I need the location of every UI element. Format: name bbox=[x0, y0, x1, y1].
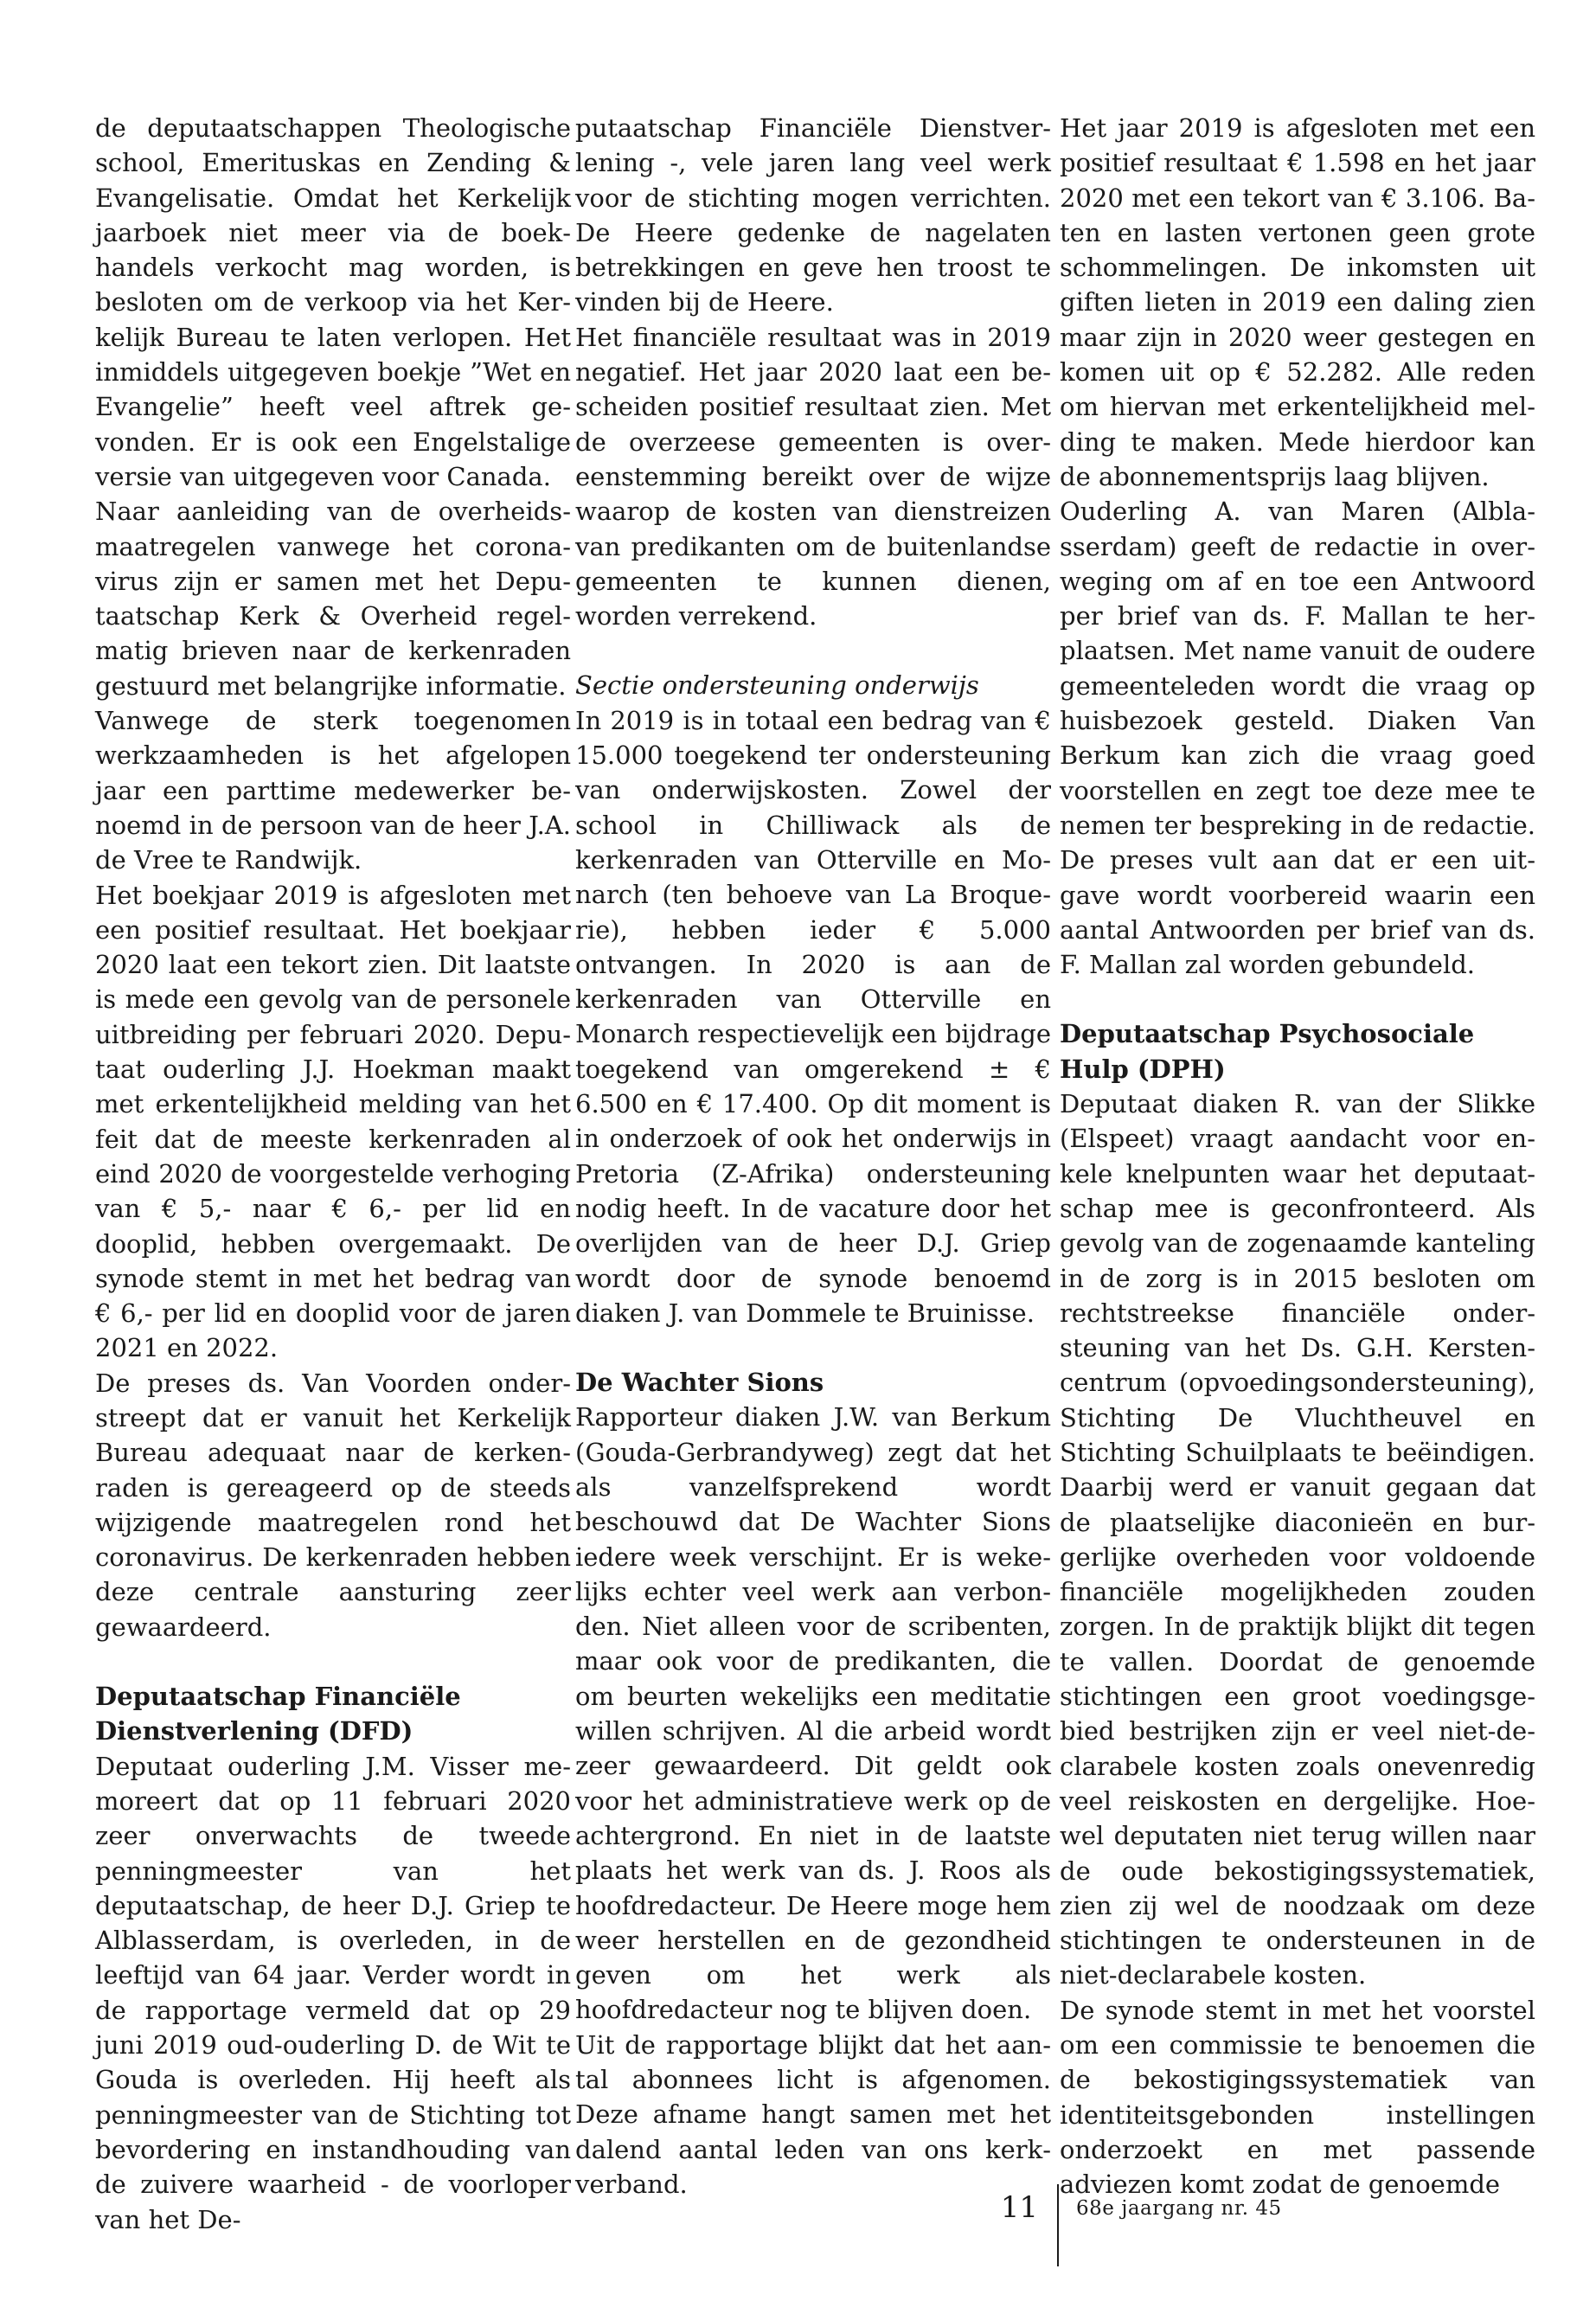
paragraph: de deputaatschappen Theologische school, Emerituskas en Zending & Evangelisatie. Omdat het Kerkelijk jaarboek niet meer via de boekhandels verkocht mag worden, is besloten om de verkoop via het Kerkelijk Bureau te laten verlopen. Het inmiddels uitgegeven boekje ”Wet en Evangelie” heeft veel aftrek gevonden. Er is ook een Engelstalige versie van uitgegeven voor Canada. bbox=[95, 113, 571, 491]
paragraph: Het jaar 2019 is afgesloten met een positief resultaat € 1.598 en het jaar 2020 met een tekort van € 3.106. Baten en lasten vertonen geen grote schommelingen. De inkomsten uit giften lieten in 2019 een daling zien maar zijn in 2020 weer gestegen en komen uit op € 52.282. Alle reden om hiervan met erkentelijkheid melding te maken. Mede hierdoor kan de abonnementsprijs laag blijven. bbox=[1060, 113, 1535, 491]
paragraph: Naar aanleiding van de overheidsmaatregelen vanwege het coronavirus zijn er samen met het Deputaatschap Kerk & Overheid regelmatig brieven naar de kerkenraden gestuurd met belangrijke informatie. bbox=[95, 497, 571, 701]
section-heading: Deputaatschap Psychosociale Hulp (DPH) bbox=[1060, 1019, 1475, 1084]
paragraph: putaatschap Financiële Dienstverlening -, vele jaren lang veel werk voor de stichting mogen verrichten. De Heere gedenke de nagelaten betrekkingen en geve hen troost te vinden bij de Heere. bbox=[575, 113, 1051, 317]
text-column-2 bbox=[575, 111, 1051, 2202]
section-heading: Deputaatschap Financiële Dienstverlening (DFD) bbox=[95, 1682, 461, 1747]
paragraph: Deputaat diaken R. van der Slikke (Elspeet) vraagt aandacht voor enkele knelpunten waar het deputaatschap mee is geconfronteerd. Als gevolg van de zogenaamde kanteling in de zorg is in 2015 besloten om rechtstreekse financiële ondersteuning van het Ds. G.H. Kerstencentrum (opvoedingsondersteuning), Stichting De Vluchtheuvel en Stichting Schuilplaats te beëindigen. Daarbij werd er vanuit gegaan dat de plaatselijke diaconieën en burgerlijke overheden voor voldoende financiële mogelijkheden zouden zorgen. In de praktijk blijkt dit tegen te vallen. Doordat de genoemde stichtingen een groot voedingsgebied bestrijken zijn er veel niet-declarabele kosten zoals onevenredig veel reiskosten en dergelijke. Hoewel deputaten niet terug willen naar de oude bekostigingssystematiek, zien zij wel de noodzaak om deze stichtingen te ondersteunen in de niet-declarabele kosten. bbox=[1060, 1089, 1535, 1990]
section-heading: De Wachter Sions bbox=[575, 1368, 824, 1398]
paragraph: De preses ds. Van Voorden onderstreept dat er vanuit het Kerkelijk Bureau adequaat naar de kerkenraden is gereageerd op de steeds wijzigende maatregelen rond het coronavirus. De kerkenraden hebben deze centrale aansturing zeer gewaardeerd. bbox=[95, 1368, 571, 1642]
paragraph: Uit de rapportage blijkt dat het aantal abonnees licht is afgenomen. Deze afname hangt samen met het dalend aantal leden van ons kerkverband. bbox=[575, 2029, 1051, 2199]
text-column-1 bbox=[95, 111, 571, 2237]
paragraph: Rapporteur diaken J.W. van Berkum (Gouda-Gerbrandyweg) zegt dat het als vanzelfsprekend wordt beschouwd dat De Wachter Sions iedere week verschijnt. Er is wekelijks echter veel werk aan verbonden. Niet alleen voor de scribenten, maar ook voor de predikanten, die om beurten wekelijks een meditatie willen schrijven. Al die arbeid wordt zeer gewaardeerd. Dit geldt ook voor het administratieve werk op de achtergrond. En niet in de laatste plaats het werk van ds. J. Roos als hoofdredacteur. De Heere moge hem weer herstellen en de gezondheid geven om het werk als hoofdredacteur nog te blijven doen. bbox=[575, 1402, 1051, 2025]
paragraph: Ouderling A. van Maren (Alblasserdam) geeft de redactie in overweging om af en toe een Antwoord per brief van ds. F. Mallan te herplaatsen. Met name vanuit de oudere gemeenteleden wordt die vraag op huisbezoek gesteld. Diaken Van Berkum kan zich die vraag goed voorstellen en zegt toe deze mee te nemen ter bespreking in de redactie. De preses vult aan dat er een uitgave wordt voorbereid waarin een aantal Antwoorden per brief van ds. F. Mallan zal worden gebundeld. bbox=[1060, 497, 1535, 980]
paragraph: Het boekjaar 2019 is afgesloten met een positief resultaat. Het boekjaar 2020 laat een tekort zien. Dit laatste is mede een gevolg van de personele uitbreiding per februari 2020. Deputaat ouderling J.J. Hoekman maakt met erkentelijkheid melding van het feit dat de meeste kerkenraden al eind 2020 de voorgestelde verhoging van € 5,- naar € 6,- per lid en dooplid, hebben overgemaakt. De synode stemt in met het bedrag van € 6,- per lid en dooplid voor de jaren 2021 en 2022. bbox=[95, 880, 571, 1363]
paragraph: Deputaat ouderling J.M. Visser memoreert dat op 11 februari 2020 zeer onverwachts de tweede penningmeester van het deputaatschap, de heer D.J. Griep te Alblasserdam, is overleden, in de leeftijd van 64 jaar. Verder wordt in de rapportage vermeld dat op 29 juni 2019 oud-ouderling D. de Wit te Gouda is overleden. Hij heeft als penningmeester van de Stichting tot bevordering en instandhouding van de zuivere waarheid - de voorloper van het De- bbox=[95, 1751, 571, 2234]
paragraph: In 2019 is in totaal een bedrag van € 15.000 toegekend ter ondersteuning van onderwijskosten. Zowel der school in Chilliwack als de kerkenraden van Otterville en Monarch (ten behoeve van La Broquerie), hebben ieder € 5.000 ontvangen. In 2020 is aan de kerkenraden van Otterville en Monarch respectievelijk een bijdrage toegekend van omgerekend ± € 6.500 en € 17.400. Op dit moment is in onderzoek of ook het onderwijs in Pretoria (Z-Afrika) ondersteuning nodig heeft. In de vacature door het overlijden van de heer D.J. Griep wordt door de synode benoemd diaken J. van Dommele te Bruinisse. bbox=[575, 705, 1051, 1328]
page-number: 11 bbox=[1000, 2190, 1038, 2225]
issue-label: 68e jaargang nr. 45 bbox=[1076, 2197, 1282, 2220]
paragraph-spacer bbox=[95, 1644, 571, 1679]
paragraph: Het financiële resultaat was in 2019 negatief. Het jaar 2020 laat een bescheiden positief resultaat zien. Met de overzeese gemeenten is overeenstemming bereikt over de wijze waarop de kosten van dienstreizen van predikanten om de buitenlandse gemeenten te kunnen dienen, worden verrekend. bbox=[575, 322, 1051, 631]
paragraph: De synode stemt in met het voorstel om een commissie te benoemen die de bekostigingssystematiek van identiteitsgebonden instellingen onderzoekt en met passende adviezen komt zodat de genoemde bbox=[1060, 1995, 1535, 2200]
paragraph-spacer bbox=[575, 1330, 1051, 1365]
footer-divider bbox=[1057, 2184, 1059, 2266]
subsection-heading: Sectie ondersteuning onderwijs bbox=[575, 670, 979, 701]
text-column-3 bbox=[1060, 111, 1535, 2202]
paragraph-spacer bbox=[575, 633, 1051, 668]
paragraph: Vanwege de sterk toegenomen werkzaamheden is het afgelopen jaar een parttime medewerker benoemd in de persoon van de heer J.A. de Vree te Randwijk. bbox=[95, 706, 571, 875]
paragraph-spacer bbox=[1060, 982, 1535, 1016]
